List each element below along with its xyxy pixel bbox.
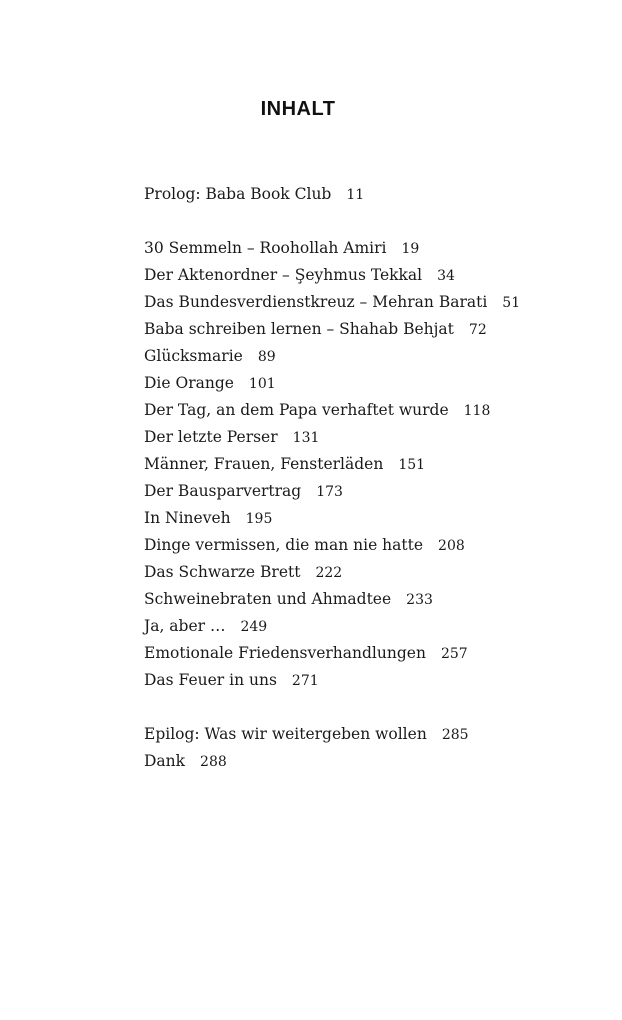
toc-entry-title: Schweinebraten und Ahmadtee bbox=[144, 590, 392, 608]
toc-entry-page-number: 288 bbox=[200, 754, 227, 770]
toc-entry bbox=[144, 397, 584, 424]
toc-entry-title: Der Bausparvertrag bbox=[144, 482, 302, 500]
toc-entry bbox=[144, 316, 584, 343]
toc-entry-title: Die Orange bbox=[144, 374, 234, 392]
toc-entry bbox=[144, 343, 584, 370]
toc-entry bbox=[144, 667, 584, 694]
toc-entry bbox=[144, 262, 584, 289]
toc-entry bbox=[144, 478, 584, 505]
toc-entry bbox=[144, 559, 584, 586]
toc-entry-page-number: 233 bbox=[406, 592, 433, 608]
toc-entry-page-number: 249 bbox=[240, 619, 268, 635]
toc-group bbox=[144, 721, 584, 775]
toc-entry-title: Ja, aber … bbox=[144, 617, 226, 635]
toc-entry-page-number: 19 bbox=[401, 241, 420, 257]
page-title: INHALT bbox=[260, 98, 336, 120]
toc-entry-title: Prolog: Baba Book Club bbox=[144, 185, 332, 203]
toc-entry-title: Männer, Frauen, Fensterläden bbox=[144, 455, 384, 473]
toc-entry-title: Epilog: Was wir weitergeben wollen bbox=[144, 725, 427, 743]
toc-entry bbox=[144, 235, 584, 262]
toc-entry-title: Dank bbox=[144, 752, 186, 770]
toc-group bbox=[144, 181, 584, 208]
toc-entry-title: Der Aktenordner – Şeyhmus Tekkal bbox=[144, 266, 423, 284]
toc-entry bbox=[144, 505, 584, 532]
toc-entry-title: Glücksmarie bbox=[144, 347, 243, 365]
toc-entry bbox=[144, 613, 584, 640]
toc-entry-page-number: 151 bbox=[398, 457, 426, 473]
toc-entry-page-number: 118 bbox=[463, 403, 491, 419]
toc-entry-page-number: 222 bbox=[315, 565, 343, 581]
toc-entry bbox=[144, 289, 584, 316]
toc-entry-title: Emotionale Friedensverhandlungen bbox=[144, 644, 426, 662]
toc-entry bbox=[144, 640, 584, 667]
toc-entry-page-number: 173 bbox=[316, 484, 343, 500]
toc-entry bbox=[144, 370, 584, 397]
toc-entry-title: In Nineveh bbox=[144, 509, 231, 527]
toc-entry-page-number: 101 bbox=[248, 376, 276, 392]
toc-entry-page-number: 72 bbox=[468, 322, 487, 338]
toc-entry-page-number: 131 bbox=[292, 430, 320, 446]
toc-entry bbox=[144, 424, 584, 451]
toc-entry bbox=[144, 532, 584, 559]
toc-entry-page-number: 285 bbox=[441, 727, 469, 743]
toc-entry-page-number: 271 bbox=[291, 673, 319, 689]
toc-entry-page-number: 257 bbox=[440, 646, 468, 662]
toc-entry bbox=[144, 721, 584, 748]
toc-entry-title: Das Bundesverdienstkreuz – Mehran Barati bbox=[144, 293, 488, 311]
toc-entry-title: Der letzte Perser bbox=[144, 428, 278, 446]
toc-entry bbox=[144, 586, 584, 613]
toc-entry-title: Dinge vermissen, die man nie hatte bbox=[144, 536, 424, 554]
toc-entry-title: Baba schreiben lernen – Shahab Behjat bbox=[144, 320, 454, 338]
toc-entry-title: Das Schwarze Brett bbox=[144, 563, 301, 581]
toc-entry bbox=[144, 748, 584, 775]
toc-entry-page-number: 34 bbox=[437, 268, 455, 284]
table-of-contents bbox=[144, 181, 584, 802]
toc-entry-title: Der Tag, an dem Papa verhaftet wurde bbox=[144, 401, 449, 419]
toc-entry-page-number: 11 bbox=[346, 187, 365, 203]
toc-entry bbox=[144, 181, 584, 208]
toc-entry-page-number: 89 bbox=[257, 349, 276, 365]
toc-entry-title: Das Feuer in uns bbox=[144, 671, 277, 689]
toc-entry-title: 30 Semmeln – Roohollah Amiri bbox=[144, 239, 387, 257]
toc-entry bbox=[144, 451, 584, 478]
toc-group bbox=[144, 235, 584, 694]
toc-entry-page-number: 208 bbox=[438, 538, 465, 554]
toc-entry-page-number: 51 bbox=[502, 295, 521, 311]
toc-entry-page-number: 195 bbox=[245, 511, 273, 527]
